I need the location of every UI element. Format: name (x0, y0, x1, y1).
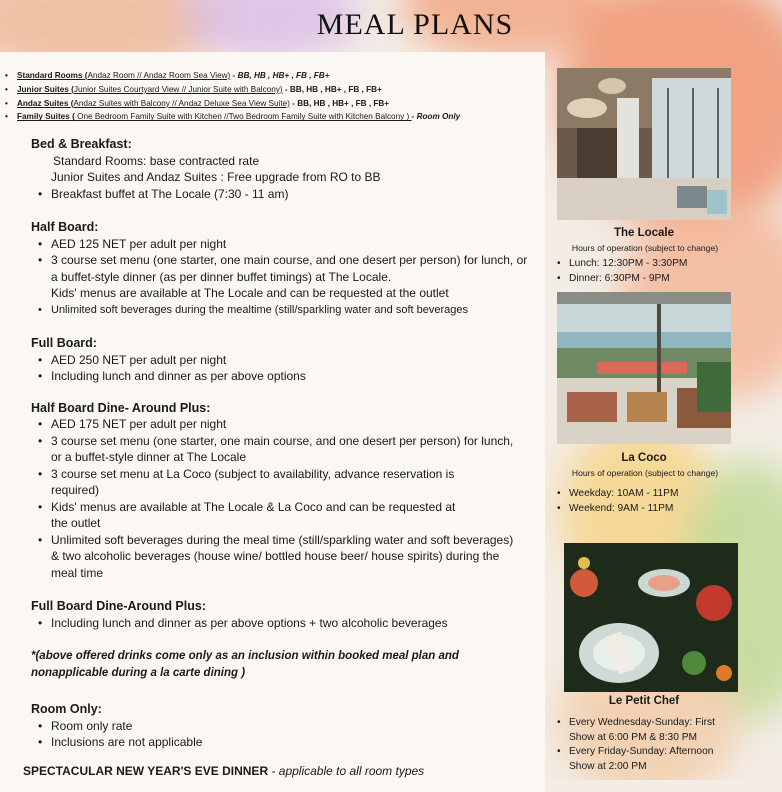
bb-heading: Bed & Breakfast: (31, 137, 132, 151)
venue-times (557, 486, 737, 516)
venue-time: • Weekend: 9AM - 11PM (557, 501, 737, 516)
plans-content (23, 136, 531, 779)
hbplus-item: • Kids' menus are available at The Locale & La Coco and can be requested at the outlet (51, 499, 471, 532)
hbplus-heading: Half Board Dine- Around Plus: (31, 400, 211, 415)
bb-line: Standard Rooms: base contracted rate (53, 153, 260, 168)
venue-name: Le Petit Chef (608, 695, 680, 707)
venue-time: • Every Wednesday-Sunday: First Show at 6:00 PM & 8:30 PM (557, 716, 737, 745)
venue-name: La Coco (621, 452, 667, 464)
hb-item: • AED 125 NET per adult per night (51, 236, 531, 253)
bb-item: • Breakfast buffet at The Locale (7:30 - 11 am) (51, 186, 531, 203)
bb-line: Junior Suites and Andaz Suites : Free upgrade from RO to BB (51, 170, 381, 184)
venue-time: • Dinner: 6:30PM - 9PM (557, 271, 737, 286)
nye-footer: SPECTACULAR NEW YEAR'S EVE DINNER - applicable to all room types (23, 763, 425, 778)
page-title: MEAL PLANS (316, 8, 514, 41)
room-type-item: • Standard Rooms (Andaz Room // Andaz Room Sea View) - BB, HB , HB+ , FB , FB+ (17, 69, 547, 83)
hb-item: • 3 course set menu (one starter, one main course, and one desert per person) for lunch, or a buffet-style dinner (as per dinner buffet timings) at The Locale. (51, 252, 531, 285)
room-type-item: • Family Suites ( One Bedroom Family Suite with Kitchen //Two Bedroom Family Suite with Kitchen Balcony ) - Room Only (17, 110, 547, 124)
room-type-item: • Andaz Suites (Andaz Suites with Balcony // Andaz Deluxe Sea View Suite) - BB, HB , HB+ , FB , FB+ (17, 97, 547, 111)
ro-item: • Inclusions are not applicable (51, 734, 531, 751)
hbplus-item: • 3 course set menu at La Coco (subject to availability, advance reservation is required) (51, 466, 471, 499)
fb-item: • AED 250 NET per adult per night (51, 352, 531, 369)
venue-times (557, 256, 737, 286)
fbplus-item: • Including lunch and dinner as per above options + two alcoholic beverages (51, 615, 531, 632)
hb-heading: Half Board: (31, 220, 99, 234)
drinks-note: *(above offered drinks come only as an inclusion within booked meal plan and nonapplicable during a la carte dining ) (31, 650, 459, 679)
la-coco-photo (557, 292, 731, 444)
room-types-list (0, 69, 547, 124)
meal-plan-panel (0, 52, 545, 792)
fb-heading: Full Board: (31, 336, 97, 350)
ro-item: • Room only rate (51, 718, 531, 735)
ro-heading: Room Only: (31, 702, 102, 716)
le-petit-chef-photo (564, 543, 738, 692)
venue-time: • Weekday: 10AM - 11PM (557, 486, 737, 501)
hbplus-item: • Unlimited soft beverages during the meal time (still/sparkling water and soft beverages) & two alcoholic beverages (house wine/ bottled house beer/ house spirits) during the meal time (51, 532, 521, 582)
venue-time: • Lunch: 12:30PM - 3:30PM (557, 256, 737, 271)
venue-times (557, 716, 737, 774)
fb-item: • Including lunch and dinner as per above options (51, 368, 531, 385)
venue-hours-label: Hours of operation (subject to change) (571, 243, 719, 253)
room-type-item: • Junior Suites (Junior Suites Courtyard View // Junior Suite with Balcony) - BB, HB , HB+ , FB , FB+ (17, 83, 547, 97)
the-locale-photo (557, 68, 731, 220)
venue-time: • Every Friday-Sunday: Afternoon Show at 2:00 PM (557, 745, 737, 774)
hbplus-item: • 3 course set menu (one starter, one main course, and one desert per person) for lunch, or a buffet-style dinner at The Locale (51, 433, 521, 466)
hb-kids-note: Kids' menus are available at The Locale and can be requested at the outlet (51, 286, 449, 300)
hbplus-item: • AED 175 NET per adult per night (51, 416, 521, 433)
hb-item: • Unlimited soft beverages during the mealtime (still/sparkling water and soft beverages (51, 302, 531, 319)
venue-name: The Locale (613, 227, 675, 239)
venue-hours-label: Hours of operation (subject to change) (571, 468, 719, 478)
fbplus-heading: Full Board Dine-Around Plus: (31, 599, 206, 613)
